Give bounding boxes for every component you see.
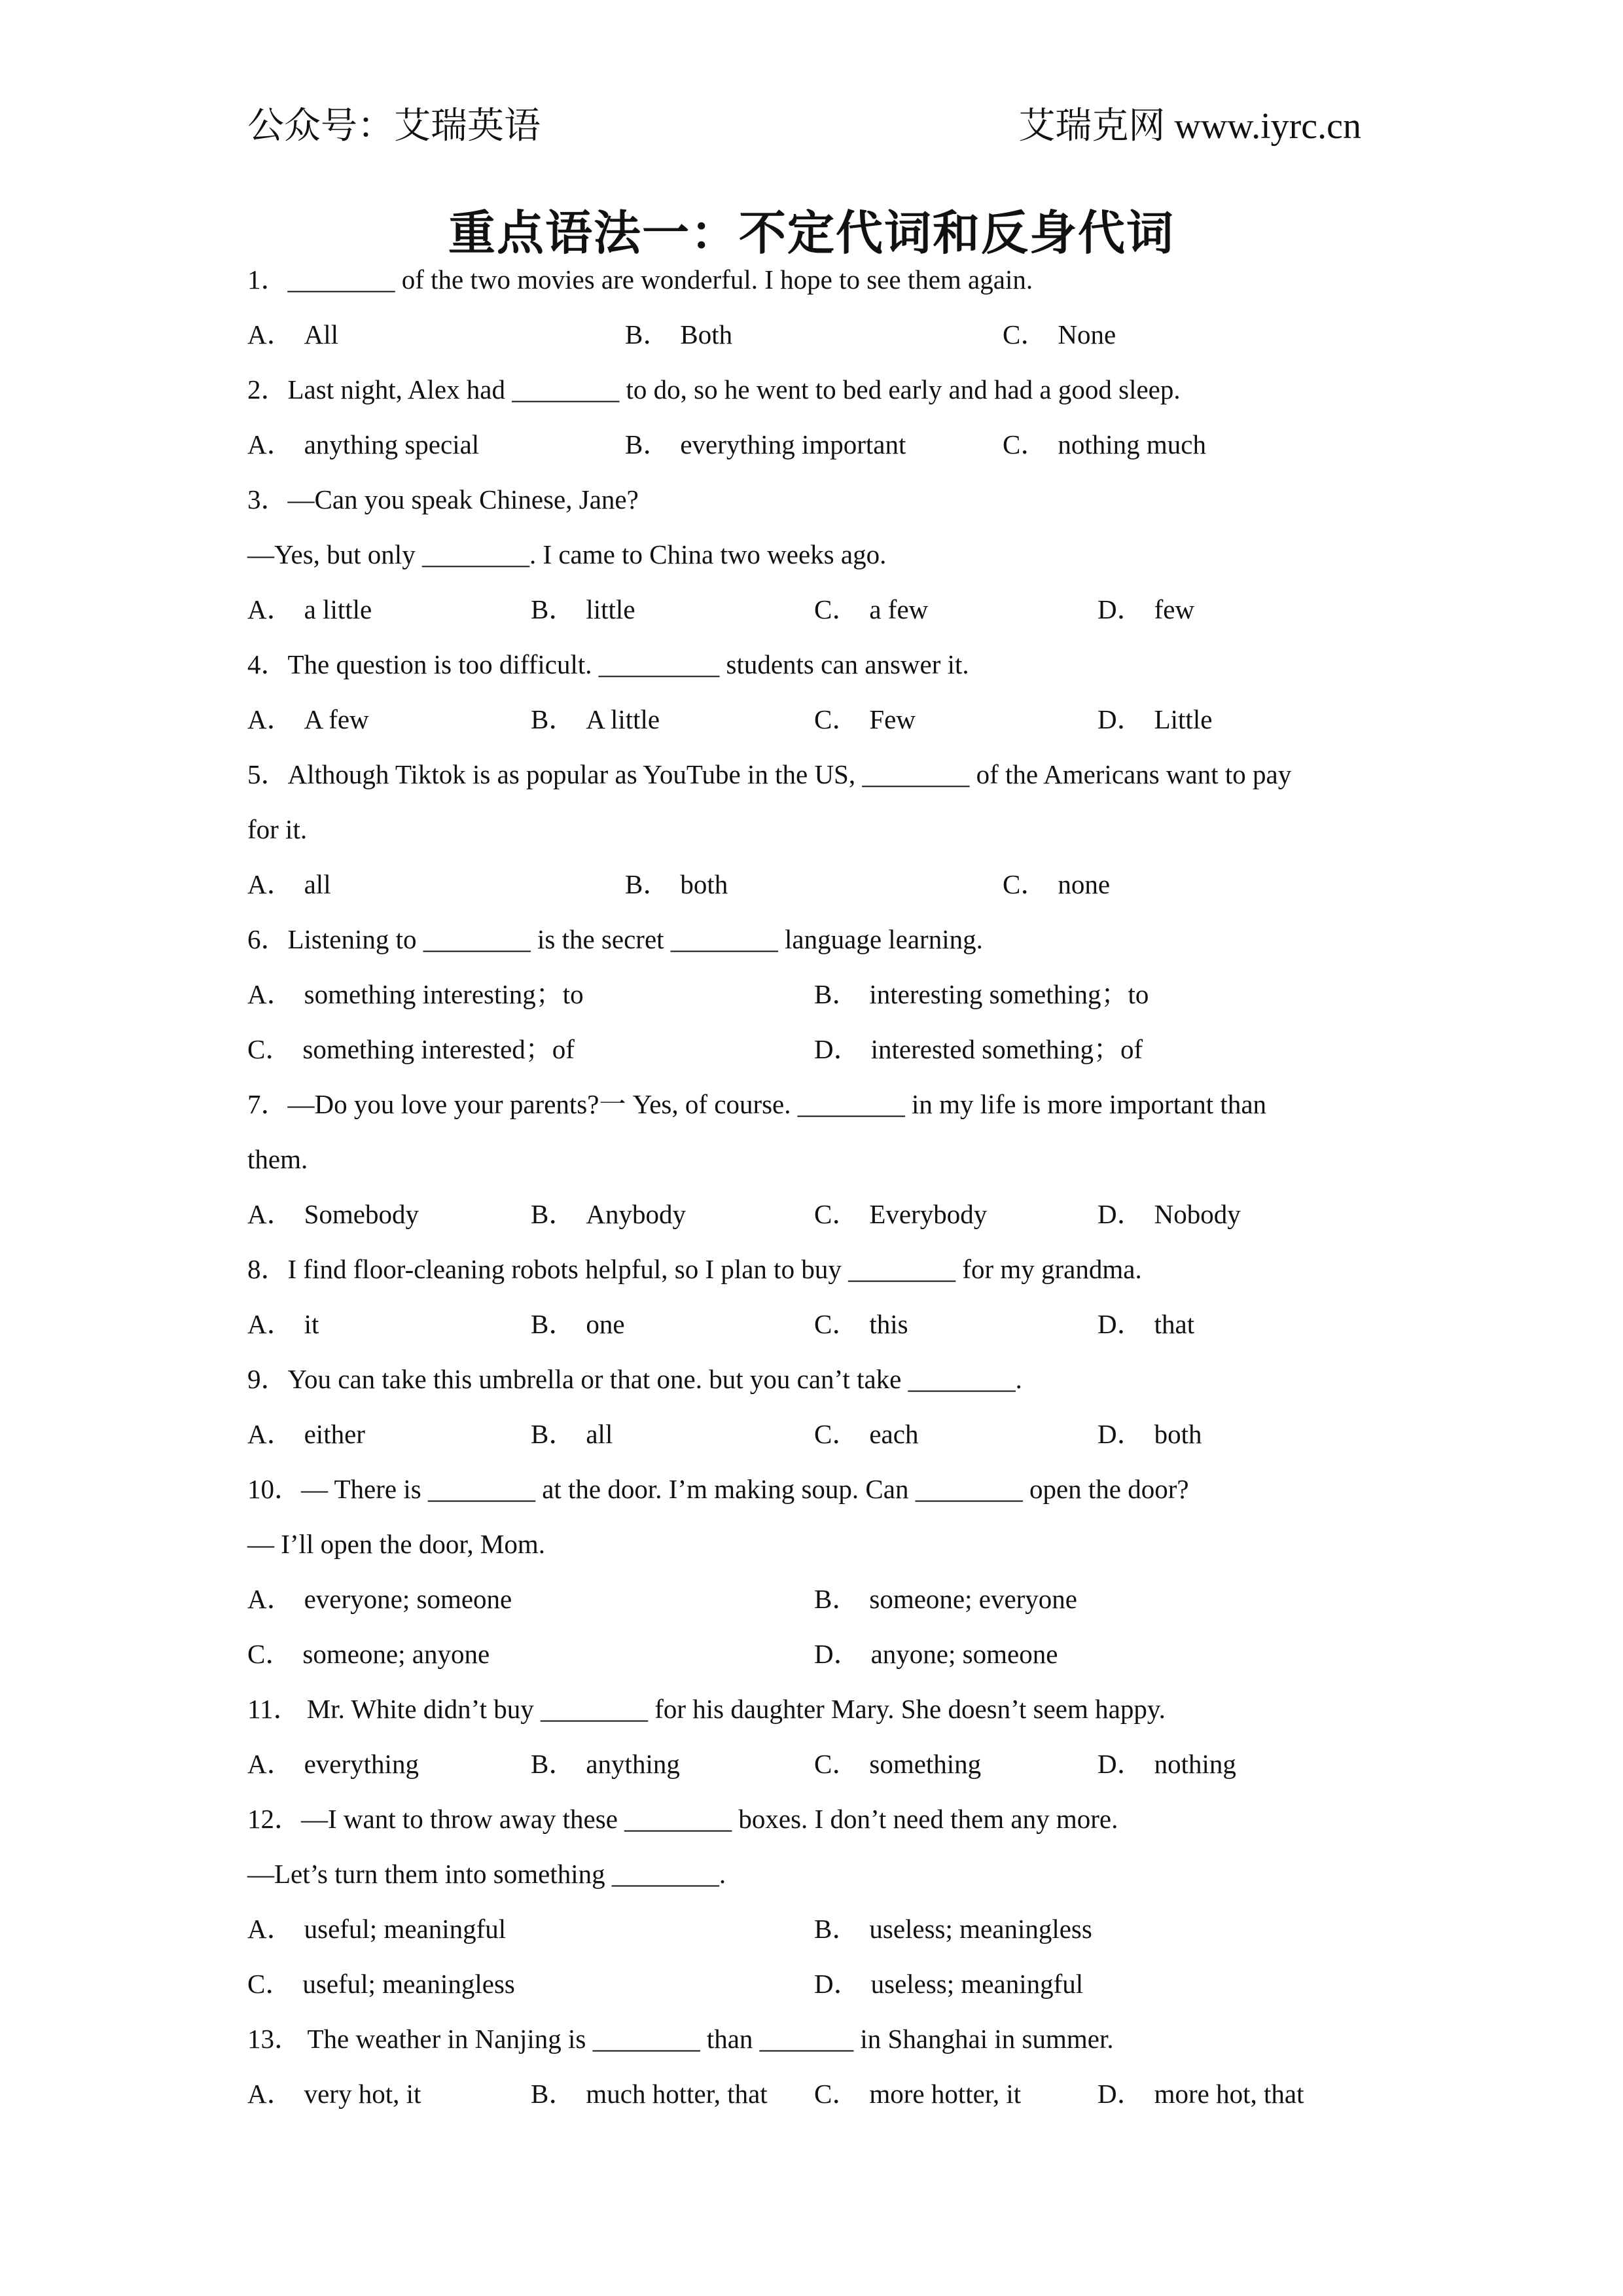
option-text: All xyxy=(304,319,339,350)
answer-option xyxy=(1097,2066,1304,2121)
option-text: Both xyxy=(680,319,733,350)
answer-option xyxy=(1003,857,1110,912)
answer-option xyxy=(814,2066,1021,2121)
question-block xyxy=(247,1242,1380,1352)
question-block xyxy=(247,472,1380,637)
answer-option xyxy=(814,1626,1058,1681)
answer-option xyxy=(247,1901,506,1956)
option-letter: C． xyxy=(814,1199,859,1229)
question-block xyxy=(247,637,1380,747)
option-text: Few xyxy=(869,704,916,734)
answer-option xyxy=(247,967,584,1022)
option-text: anything special xyxy=(304,429,480,459)
option-text: either xyxy=(304,1419,365,1449)
option-text: more hotter, it xyxy=(869,2079,1022,2109)
header-right-text: 艾瑞克网 www.iyrc.cn xyxy=(1018,106,1361,147)
answer-option xyxy=(247,1187,419,1242)
answer-option xyxy=(814,1187,987,1242)
option-text: useful; meaningless xyxy=(302,1969,515,1999)
option-text: everyone; someone xyxy=(304,1584,512,1614)
option-letter: D． xyxy=(814,1034,861,1064)
options-row xyxy=(247,1022,1380,1077)
answer-option xyxy=(814,1407,918,1462)
answer-option xyxy=(814,582,928,637)
option-letter: B． xyxy=(625,319,670,350)
option-letter: A． xyxy=(247,704,294,734)
options-row xyxy=(247,692,1380,747)
options-row xyxy=(247,1626,1380,1681)
option-letter: D． xyxy=(814,1969,861,1999)
answer-option xyxy=(814,967,1149,1022)
option-letter: A． xyxy=(247,319,294,350)
question-block xyxy=(247,747,1380,912)
answer-option xyxy=(625,417,906,472)
option-text: useless; meaningless xyxy=(869,1914,1092,1944)
question-stem-line: for it. xyxy=(247,814,308,844)
answer-option xyxy=(531,1297,625,1352)
answer-option xyxy=(814,1022,1143,1077)
option-text: nothing much xyxy=(1058,429,1206,459)
question-block xyxy=(247,2011,1380,2121)
option-text: both xyxy=(1154,1419,1202,1449)
option-letter: A． xyxy=(247,594,294,624)
answer-option xyxy=(1003,307,1116,362)
answer-option xyxy=(531,2066,768,2121)
page-header xyxy=(247,90,1361,156)
options-row xyxy=(247,967,1380,1022)
option-letter: B． xyxy=(814,1584,859,1614)
option-letter: B． xyxy=(531,1419,576,1449)
question-stem-line: 7．—Do you love your parents?一 Yes, of course. ________ in my life is more important than xyxy=(247,1089,1267,1119)
option-letter: C． xyxy=(814,1749,859,1779)
option-letter: A． xyxy=(247,869,294,899)
answer-option xyxy=(531,1736,680,1791)
question-stem-line: 4．The question is too difficult. _________ students can answer it. xyxy=(247,649,969,679)
question-stem-line: 5．Although Tiktok is as popular as YouTube in the US, ________ of the Americans want to pay xyxy=(247,759,1292,789)
answer-option xyxy=(247,1022,575,1077)
option-letter: B． xyxy=(814,1914,859,1944)
question-stem-line: 9．You can take this umbrella or that one. but you can’t take ________. xyxy=(247,1364,1022,1394)
option-text: very hot, it xyxy=(304,2079,421,2109)
question-stem-line: 13． The weather in Nanjing is ________ than _______ in Shanghai in summer. xyxy=(247,2024,1114,2054)
answer-option xyxy=(625,307,732,362)
option-text: Nobody xyxy=(1154,1199,1241,1229)
option-text: A little xyxy=(586,704,660,734)
option-text: someone; anyone xyxy=(302,1639,490,1669)
option-text: Somebody xyxy=(304,1199,419,1229)
option-text: anyone; someone xyxy=(870,1639,1058,1669)
options-row xyxy=(247,1407,1380,1462)
answer-option xyxy=(814,1297,908,1352)
option-letter: B． xyxy=(531,1309,576,1339)
option-letter: D． xyxy=(1097,2079,1144,2109)
option-letter: B． xyxy=(531,1749,576,1779)
answer-option xyxy=(1097,582,1194,637)
answer-option xyxy=(247,2066,421,2121)
answer-option xyxy=(814,1901,1092,1956)
option-letter: A． xyxy=(247,979,294,1009)
option-letter: D． xyxy=(1097,704,1144,734)
option-letter: C． xyxy=(814,2079,859,2109)
question-list xyxy=(247,252,1380,2121)
option-text: someone; everyone xyxy=(869,1584,1077,1614)
question-block xyxy=(247,1077,1380,1242)
header-left-text: 公众号：艾瑞英语 xyxy=(247,106,541,147)
option-letter: D． xyxy=(1097,1749,1144,1779)
option-letter: B． xyxy=(814,979,859,1009)
options-row xyxy=(247,417,1380,472)
option-letter: D． xyxy=(1097,1419,1144,1449)
question-block xyxy=(247,1791,1380,2011)
option-letter: A． xyxy=(247,429,294,459)
option-letter: C． xyxy=(814,1309,859,1339)
question-stem-line: them. xyxy=(247,1144,308,1174)
options-row xyxy=(247,1901,1380,1956)
question-stem-line: — I’ll open the door, Mom. xyxy=(247,1529,545,1559)
option-letter: C． xyxy=(1003,869,1048,899)
option-text: both xyxy=(680,869,728,899)
option-letter: B． xyxy=(531,594,576,624)
question-stem-line: 12．—I want to throw away these ________ boxes. I don’t need them any more. xyxy=(247,1804,1118,1834)
question-stem-line: 1．________ of the two movies are wonderful. I hope to see them again. xyxy=(247,264,1033,295)
option-letter: A． xyxy=(247,1419,294,1449)
answer-option xyxy=(247,417,479,472)
option-letter: A． xyxy=(247,2079,294,2109)
answer-option xyxy=(531,1187,686,1242)
answer-option xyxy=(625,857,728,912)
question-block xyxy=(247,1681,1380,1791)
option-letter: A． xyxy=(247,1309,294,1339)
answer-option xyxy=(531,582,635,637)
options-row xyxy=(247,857,1380,912)
option-text: everything important xyxy=(680,429,906,459)
option-letter: B． xyxy=(531,1199,576,1229)
options-row xyxy=(247,1736,1380,1791)
answer-option xyxy=(1097,1297,1194,1352)
option-text: Little xyxy=(1154,704,1213,734)
option-text: None xyxy=(1058,319,1116,350)
answer-option xyxy=(814,1571,1077,1626)
option-text: something interested；of xyxy=(302,1034,575,1064)
option-text: each xyxy=(869,1419,919,1449)
option-text: all xyxy=(586,1419,613,1449)
option-letter: B． xyxy=(625,869,670,899)
option-letter: C． xyxy=(247,1034,293,1064)
question-block xyxy=(247,362,1380,472)
option-letter: A． xyxy=(247,1749,294,1779)
answer-option xyxy=(247,857,331,912)
answer-option xyxy=(531,692,660,747)
question-block xyxy=(247,1462,1380,1681)
option-text: a little xyxy=(304,594,372,624)
option-text: interesting something；to xyxy=(869,979,1149,1009)
option-text: useless; meaningful xyxy=(870,1969,1084,1999)
option-letter: D． xyxy=(1097,594,1144,624)
answer-option xyxy=(247,692,369,747)
answer-option xyxy=(247,1407,365,1462)
answer-option xyxy=(1097,1407,1202,1462)
option-text: this xyxy=(869,1309,908,1339)
option-letter: D． xyxy=(814,1639,861,1669)
answer-option xyxy=(247,1626,490,1681)
option-text: little xyxy=(586,594,635,624)
question-stem-line: 10．— There is ________ at the door. I’m making soup. Can ________ open the door? xyxy=(247,1474,1189,1504)
option-text: interested something；of xyxy=(870,1034,1143,1064)
option-letter: A． xyxy=(247,1199,294,1229)
question-stem-line: 6．Listening to ________ is the secret ________ language learning. xyxy=(247,924,983,954)
question-stem-line: 8．I find floor-cleaning robots helpful, so I plan to buy ________ for my grandma. xyxy=(247,1254,1142,1284)
option-text: everything xyxy=(304,1749,419,1779)
answer-option xyxy=(247,1571,512,1626)
option-text: A few xyxy=(304,704,369,734)
option-letter: C． xyxy=(814,1419,859,1449)
option-text: anything xyxy=(586,1749,680,1779)
option-text: useful; meaningful xyxy=(304,1914,507,1944)
answer-option xyxy=(531,1407,613,1462)
question-stem-line: 3．—Can you speak Chinese, Jane? xyxy=(247,484,639,514)
answer-option xyxy=(1097,1736,1236,1791)
page-title: 重点语法一：不定代词和反身代词 xyxy=(448,205,1175,260)
answer-option xyxy=(247,307,338,362)
answer-option xyxy=(814,692,916,747)
answer-option xyxy=(247,1297,319,1352)
options-row xyxy=(247,1956,1380,2011)
question-stem-line: 11． Mr. White didn’t buy ________ for his daughter Mary. She doesn’t seem happy. xyxy=(247,1694,1166,1724)
option-text: it xyxy=(304,1309,319,1339)
answer-option xyxy=(1003,417,1206,472)
option-text: all xyxy=(304,869,331,899)
option-letter: B． xyxy=(531,704,576,734)
option-text: something interesting；to xyxy=(304,979,584,1009)
answer-option xyxy=(1097,1187,1241,1242)
option-letter: C． xyxy=(1003,319,1048,350)
option-letter: A． xyxy=(247,1584,294,1614)
option-text: Everybody xyxy=(869,1199,988,1229)
option-text: more hot, that xyxy=(1154,2079,1304,2109)
option-text: a few xyxy=(869,594,929,624)
option-letter: B． xyxy=(625,429,670,459)
answer-option xyxy=(814,1736,981,1791)
option-text: much hotter, that xyxy=(586,2079,768,2109)
option-text: nothing xyxy=(1154,1749,1236,1779)
question-block xyxy=(247,1352,1380,1462)
options-row xyxy=(247,307,1380,362)
answer-option xyxy=(247,582,372,637)
option-letter: C． xyxy=(1003,429,1048,459)
question-stem-line: 2．Last night, Alex had ________ to do, so he went to bed early and had a good sleep. xyxy=(247,374,1181,404)
answer-option xyxy=(247,1956,515,2011)
option-letter: B． xyxy=(531,2079,576,2109)
options-row xyxy=(247,1571,1380,1626)
option-letter: C． xyxy=(814,594,859,624)
question-stem-line: —Let’s turn them into something ________. xyxy=(247,1859,726,1889)
option-letter: A． xyxy=(247,1914,294,1944)
answer-option xyxy=(814,1956,1083,2011)
question-block xyxy=(247,912,1380,1077)
question-block xyxy=(247,252,1380,362)
option-text: few xyxy=(1154,594,1195,624)
option-text: something xyxy=(869,1749,982,1779)
options-row xyxy=(247,1297,1380,1352)
question-stem-line: —Yes, but only ________. I came to China two weeks ago. xyxy=(247,539,887,569)
options-row xyxy=(247,2066,1380,2121)
option-letter: C． xyxy=(247,1969,293,1999)
options-row xyxy=(247,582,1380,637)
option-letter: D． xyxy=(1097,1309,1144,1339)
option-letter: D． xyxy=(1097,1199,1144,1229)
option-text: that xyxy=(1154,1309,1195,1339)
option-text: Anybody xyxy=(586,1199,686,1229)
answer-option xyxy=(1097,692,1212,747)
options-row xyxy=(247,1187,1380,1242)
option-letter: C． xyxy=(814,704,859,734)
option-letter: C． xyxy=(247,1639,293,1669)
option-text: none xyxy=(1058,869,1111,899)
answer-option xyxy=(247,1736,419,1791)
option-text: one xyxy=(586,1309,625,1339)
